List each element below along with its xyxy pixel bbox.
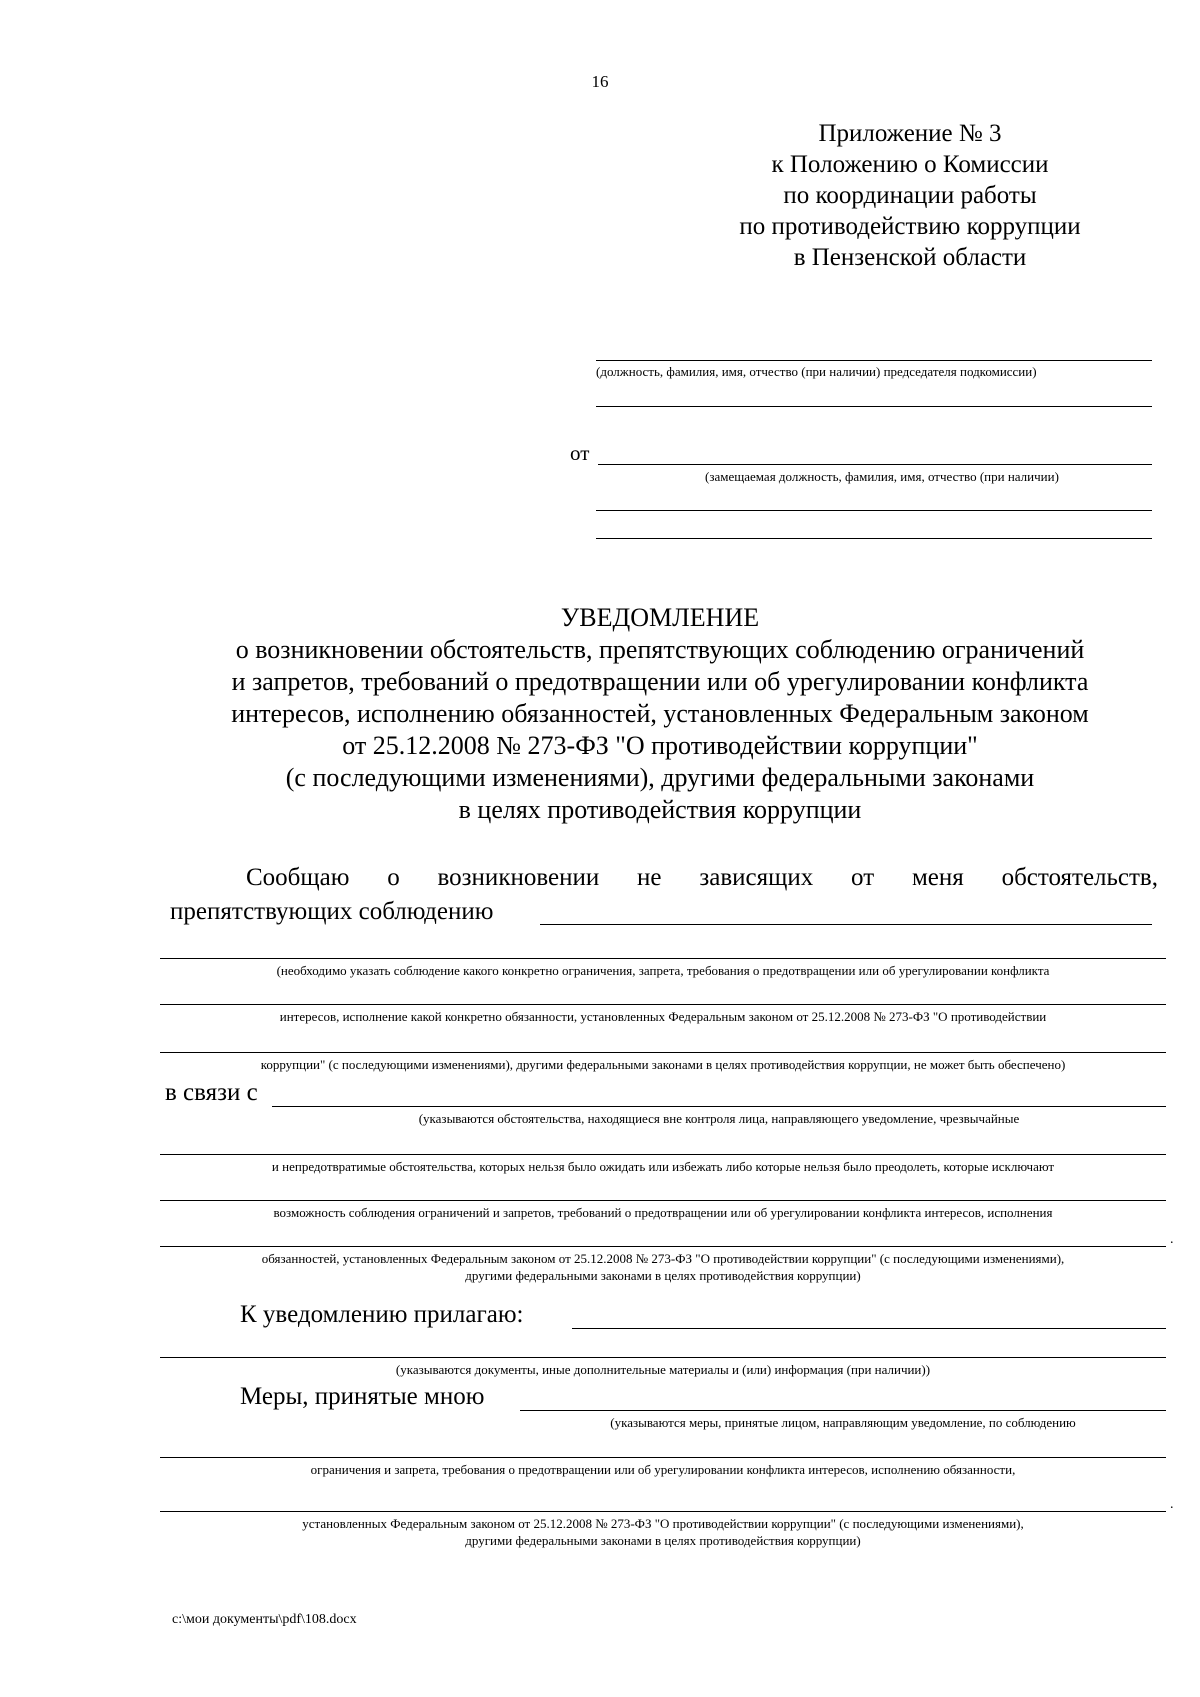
- notice-subtitle-line: от 25.12.2008 № 273-ФЗ "О противодействии коррупции": [342, 731, 978, 760]
- measures-caption: установленных Федеральным законом от 25.12.2008 № 273-ФЗ "О противодействии коррупции" (с последующими изменениями),: [302, 1516, 1024, 1531]
- report-word: Сообщаю: [246, 864, 350, 891]
- reason-caption: (указываются обстоятельства, находящиеся вне контроля лица, направляющего уведомление, чрезвычайные: [418, 1111, 1020, 1126]
- from-label: от: [570, 441, 590, 465]
- appendix-line: по противодействию коррупции: [739, 213, 1081, 240]
- report-word: о: [387, 864, 400, 891]
- measures-label: Меры, принятые мною: [240, 1383, 485, 1410]
- notice-title: [160, 602, 1160, 826]
- appendix-line: по координации работы: [783, 182, 1037, 209]
- sender-field-line[interactable]: [596, 538, 1152, 539]
- appendix-line: к Положению о Комиссии: [771, 151, 1049, 178]
- addressee-field-line[interactable]: [596, 360, 1152, 361]
- reason-label: в связи с: [165, 1079, 258, 1106]
- reason-caption: и непредотвратимые обстоятельства, которых нельзя было ожидать или избежать либо которые нельзя было преодолеть, которые исключают: [271, 1159, 1055, 1174]
- reason-field-line[interactable]: [160, 1200, 1166, 1201]
- report-word: обстоятельств,: [1001, 864, 1158, 891]
- restriction-field-line[interactable]: [160, 958, 1166, 959]
- attachments-field-line[interactable]: [572, 1328, 1166, 1329]
- report-first-line: [246, 864, 1158, 892]
- footer-file-path: c:\мои документы\pdf\108.docx: [172, 1612, 357, 1627]
- restriction-field-line[interactable]: [540, 924, 1152, 925]
- reason-caption: обязанностей, установленных Федеральным законом от 25.12.2008 № 273-ФЗ "О противодействии коррупции" (с последующими изменениями),: [261, 1251, 1065, 1266]
- measures-field-line[interactable]: [160, 1457, 1166, 1458]
- report-word: зависящих: [699, 864, 814, 891]
- trailing-dot: .: [1170, 1497, 1174, 1512]
- notice-subtitle-line: интересов, исполнению обязанностей, установленных Федеральным законом: [231, 699, 1089, 728]
- notice-subtitle-line: (с последующими изменениями), другими федеральными законами: [285, 763, 1035, 792]
- measures-caption: (указываются меры, принятые лицом, направляющим уведомление, по соблюдению: [610, 1415, 1076, 1430]
- measures-caption: другими федеральными законами в целях противодействия коррупции): [465, 1533, 861, 1548]
- restriction-field-line[interactable]: [160, 1004, 1166, 1005]
- restriction-caption: интересов, исполнение какой конкретно обязанности, установленных Федеральным законом от 25.12.2008 № 273-ФЗ "О противодействии: [279, 1009, 1047, 1024]
- reason-field-line[interactable]: [160, 1154, 1166, 1155]
- appendix-block: [640, 118, 1180, 273]
- appendix-line: в Пензенской области: [793, 244, 1027, 271]
- report-word: возникновении: [437, 864, 600, 891]
- sender-field-line[interactable]: [596, 510, 1152, 511]
- reason-field-line[interactable]: [272, 1106, 1166, 1107]
- notice-heading: УВЕДОМЛЕНИЕ: [560, 603, 760, 632]
- page-number: 16: [591, 72, 609, 91]
- report-word: не: [637, 864, 662, 891]
- sender-field-line[interactable]: [598, 464, 1152, 465]
- attachments-caption: (указываются документы, иные дополнительные материалы и (или) информация (при наличии)): [395, 1362, 931, 1377]
- reason-caption: другими федеральными законами в целях противодействия коррупции): [465, 1268, 861, 1283]
- notice-subtitle-line: о возникновении обстоятельств, препятствующих соблюдению ограничений: [235, 635, 1085, 664]
- restriction-field-line[interactable]: [160, 1052, 1166, 1053]
- addressee-caption: (должность, фамилия, имя, отчество (при наличии) председателя подкомиссии): [596, 364, 1037, 379]
- restriction-caption: (необходимо указать соблюдение какого конкретно ограничения, запрета, требования о предотвращении или об урегулировании конфликта: [276, 963, 1050, 978]
- notice-subtitle-line: и запретов, требований о предотвращении или об урегулировании конфликта: [231, 667, 1089, 696]
- notice-subtitle-line: в целях противодействия коррупции: [458, 795, 862, 824]
- report-second-line: препятствующих соблюдению: [170, 898, 494, 925]
- appendix-line: Приложение № 3: [818, 120, 1002, 147]
- addressee-field-line[interactable]: [596, 406, 1152, 407]
- trailing-dot: .: [1170, 1232, 1174, 1247]
- measures-caption: ограничения и запрета, требования о предотвращении или об урегулировании конфликта интересов, исполнению обязанности,: [310, 1462, 1016, 1477]
- report-word: от: [851, 864, 875, 891]
- report-word: меня: [911, 864, 964, 891]
- restriction-caption: коррупции" (с последующими изменениями), другими федеральными законами в целях противодействия коррупции, не может быть обеспечено): [260, 1057, 1066, 1072]
- reason-caption: возможность соблюдения ограничений и запретов, требований о предотвращении или об урегулировании конфликта интересов, исполнения: [273, 1205, 1053, 1220]
- measures-field-line[interactable]: [160, 1511, 1166, 1512]
- measures-field-line[interactable]: [520, 1410, 1166, 1411]
- sender-caption: (замещаемая должность, фамилия, имя, отчество (при наличии): [705, 469, 1059, 484]
- attachments-label: К уведомлению прилагаю:: [240, 1301, 524, 1328]
- reason-field-line[interactable]: [160, 1246, 1166, 1247]
- attachments-field-line[interactable]: [160, 1357, 1166, 1358]
